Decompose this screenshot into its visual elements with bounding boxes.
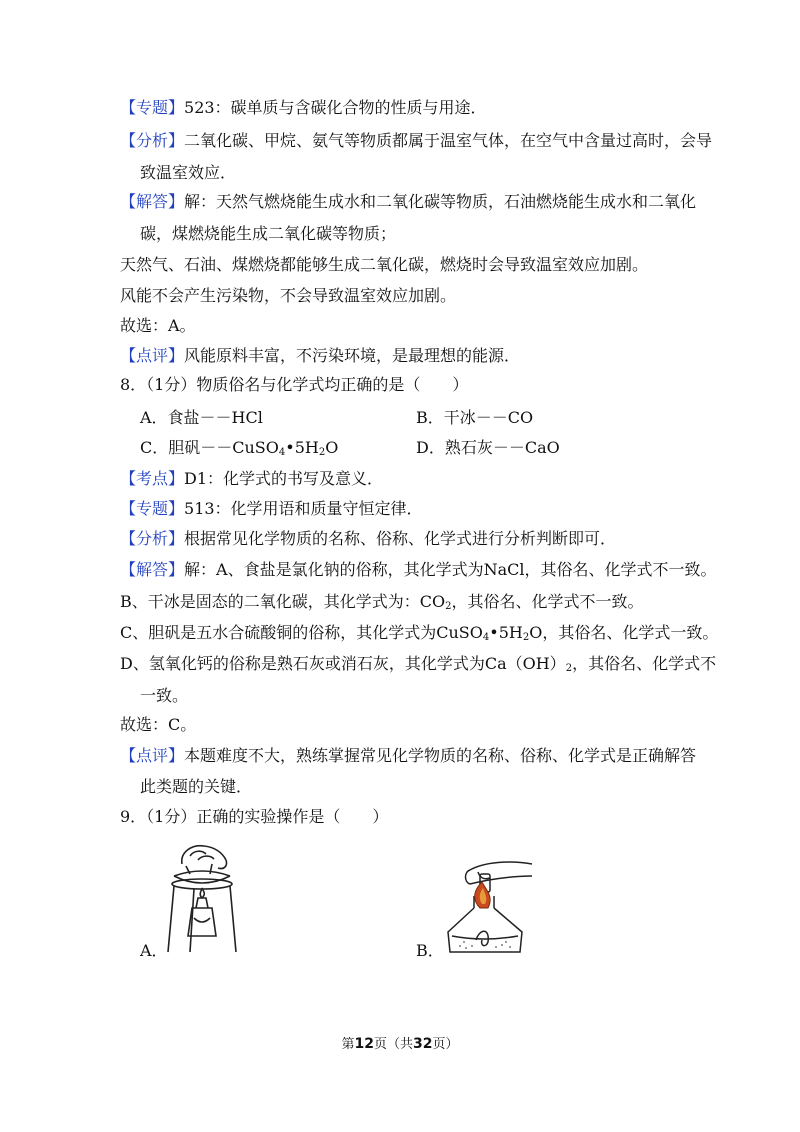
solution-d-text: D、氢氧化钙的俗称是熟石灰或消石灰，其化学式为Ca（OH） (120, 654, 566, 673)
bottle-heating-figure (440, 852, 536, 956)
solution-text: 解：A、食盐是氯化钠的俗称，其化学式为NaCl，其俗名、化学式不一致。 (184, 560, 717, 579)
subscript: 2 (445, 601, 452, 612)
solution-c-text: C、胆矾是五水合硫酸铜的俗称，其化学式为CuSO (120, 623, 483, 642)
q8-option-d: D．熟石灰－－CaO (416, 438, 560, 457)
q8-solution-c (120, 623, 718, 643)
q7-solution-para2: 天然气、石油、煤燃烧都能够生成二氧化碳，燃烧时会导致温室效应加剧。 (120, 255, 649, 274)
topic-tag: 【专题】 (120, 499, 185, 518)
q8-topic-line (120, 499, 423, 519)
subscript: 2 (522, 632, 530, 643)
q8-answer: 故选：C。 (120, 715, 197, 734)
solution-c-text: •5H (489, 623, 523, 642)
analysis-tag: 【分析】 (120, 131, 185, 150)
q8-analysis-line (120, 529, 616, 549)
q8-option-c (140, 438, 338, 458)
solution-text: 解：天然气燃烧能生成水和二氧化碳等物质，石油燃烧能生成水和二氧化 (184, 192, 697, 211)
analysis-tag: 【分析】 (120, 529, 185, 548)
evaporating-dish-figure (164, 836, 240, 954)
footer-text: 页（共 (373, 1037, 413, 1052)
solution-d-text: ，其俗名、化学式不 (572, 654, 717, 673)
q7-solution-cont: 碳，煤燃烧能生成二氧化碳等物质； (140, 224, 397, 243)
solution-c-text: O，其俗名、化学式一致。 (529, 623, 719, 642)
q8-option-b: B．干冰－－CO (416, 408, 534, 427)
comment-text: 本题难度不大，熟练掌握常见化学物质的名称、俗称、化学式是正确解答 (184, 746, 697, 765)
topic-tag: 【专题】 (120, 98, 185, 117)
q8-solution-d (120, 654, 716, 674)
analysis-text: 二氧化碳、甲烷、氨气等物质都属于温室气体，在空气中含量过高时，会导 (184, 131, 713, 150)
analysis-text: 根据常见化学物质的名称、俗称、化学式进行分析判断即可． (184, 529, 617, 548)
subscript: 4 (278, 447, 286, 458)
comment-tag: 【点评】 (120, 346, 185, 365)
q8-comment-line (120, 746, 696, 766)
page-number: 12 (354, 1036, 374, 1052)
q8-solution-d-cont: 一致。 (140, 686, 189, 705)
footer-text: 页） (432, 1037, 459, 1052)
solution-b-text: ，其俗名、化学式不一致。 (451, 592, 644, 611)
q7-solution-para3: 风能不会产生污染物，不会导致温室效应加剧。 (120, 286, 457, 305)
solution-tag: 【解答】 (120, 192, 185, 211)
q8-comment-cont: 此类题的关键． (140, 777, 253, 796)
topic-text: 513：化学用语和质量守恒定律． (184, 499, 423, 518)
keypoint-text: D1：化学式的书写及意义． (184, 469, 384, 488)
option-c-text: C．胆矾－－CuSO (140, 438, 279, 457)
q7-topic-line (120, 98, 487, 118)
q8-solution-b (120, 592, 644, 612)
q8-stem: 8．（1分）物质俗名与化学式均正确的是（ ） (120, 375, 469, 394)
page-footer (0, 1033, 800, 1052)
q9-option-a-label: A． (140, 941, 168, 960)
subscript: 2 (318, 447, 326, 458)
q9-option-b-label: B． (416, 941, 444, 960)
q7-comment-line (120, 346, 520, 366)
comment-tag: 【点评】 (120, 746, 185, 765)
q7-analysis-line (120, 131, 712, 151)
subscript: 2 (565, 663, 573, 674)
q9-stem: 9．（1分）正确的实验操作是（ ） (120, 807, 389, 826)
q7-solution-line (120, 192, 696, 212)
footer-text: 第 (341, 1037, 355, 1052)
total-pages: 32 (413, 1036, 433, 1052)
subscript: 4 (482, 632, 490, 643)
q8-keypoint-line (120, 469, 383, 489)
q7-answer: 故选：A。 (120, 316, 196, 335)
solution-b-text: B、干冰是固态的二氧化碳，其化学式为：CO (120, 592, 446, 611)
comment-text: 风能原料丰富，不污染环境，是最理想的能源． (184, 346, 521, 365)
q8-solution-line (120, 560, 716, 580)
solution-tag: 【解答】 (120, 560, 185, 579)
option-c-text: •5H (285, 438, 319, 457)
option-c-text: O (325, 438, 339, 457)
q7-analysis-cont: 致温室效应． (140, 163, 237, 182)
q8-option-a: A．食盐－－HCl (140, 408, 263, 427)
topic-text: 523：碳单质与含碳化合物的性质与用途． (184, 98, 487, 117)
keypoint-tag: 【考点】 (120, 469, 185, 488)
